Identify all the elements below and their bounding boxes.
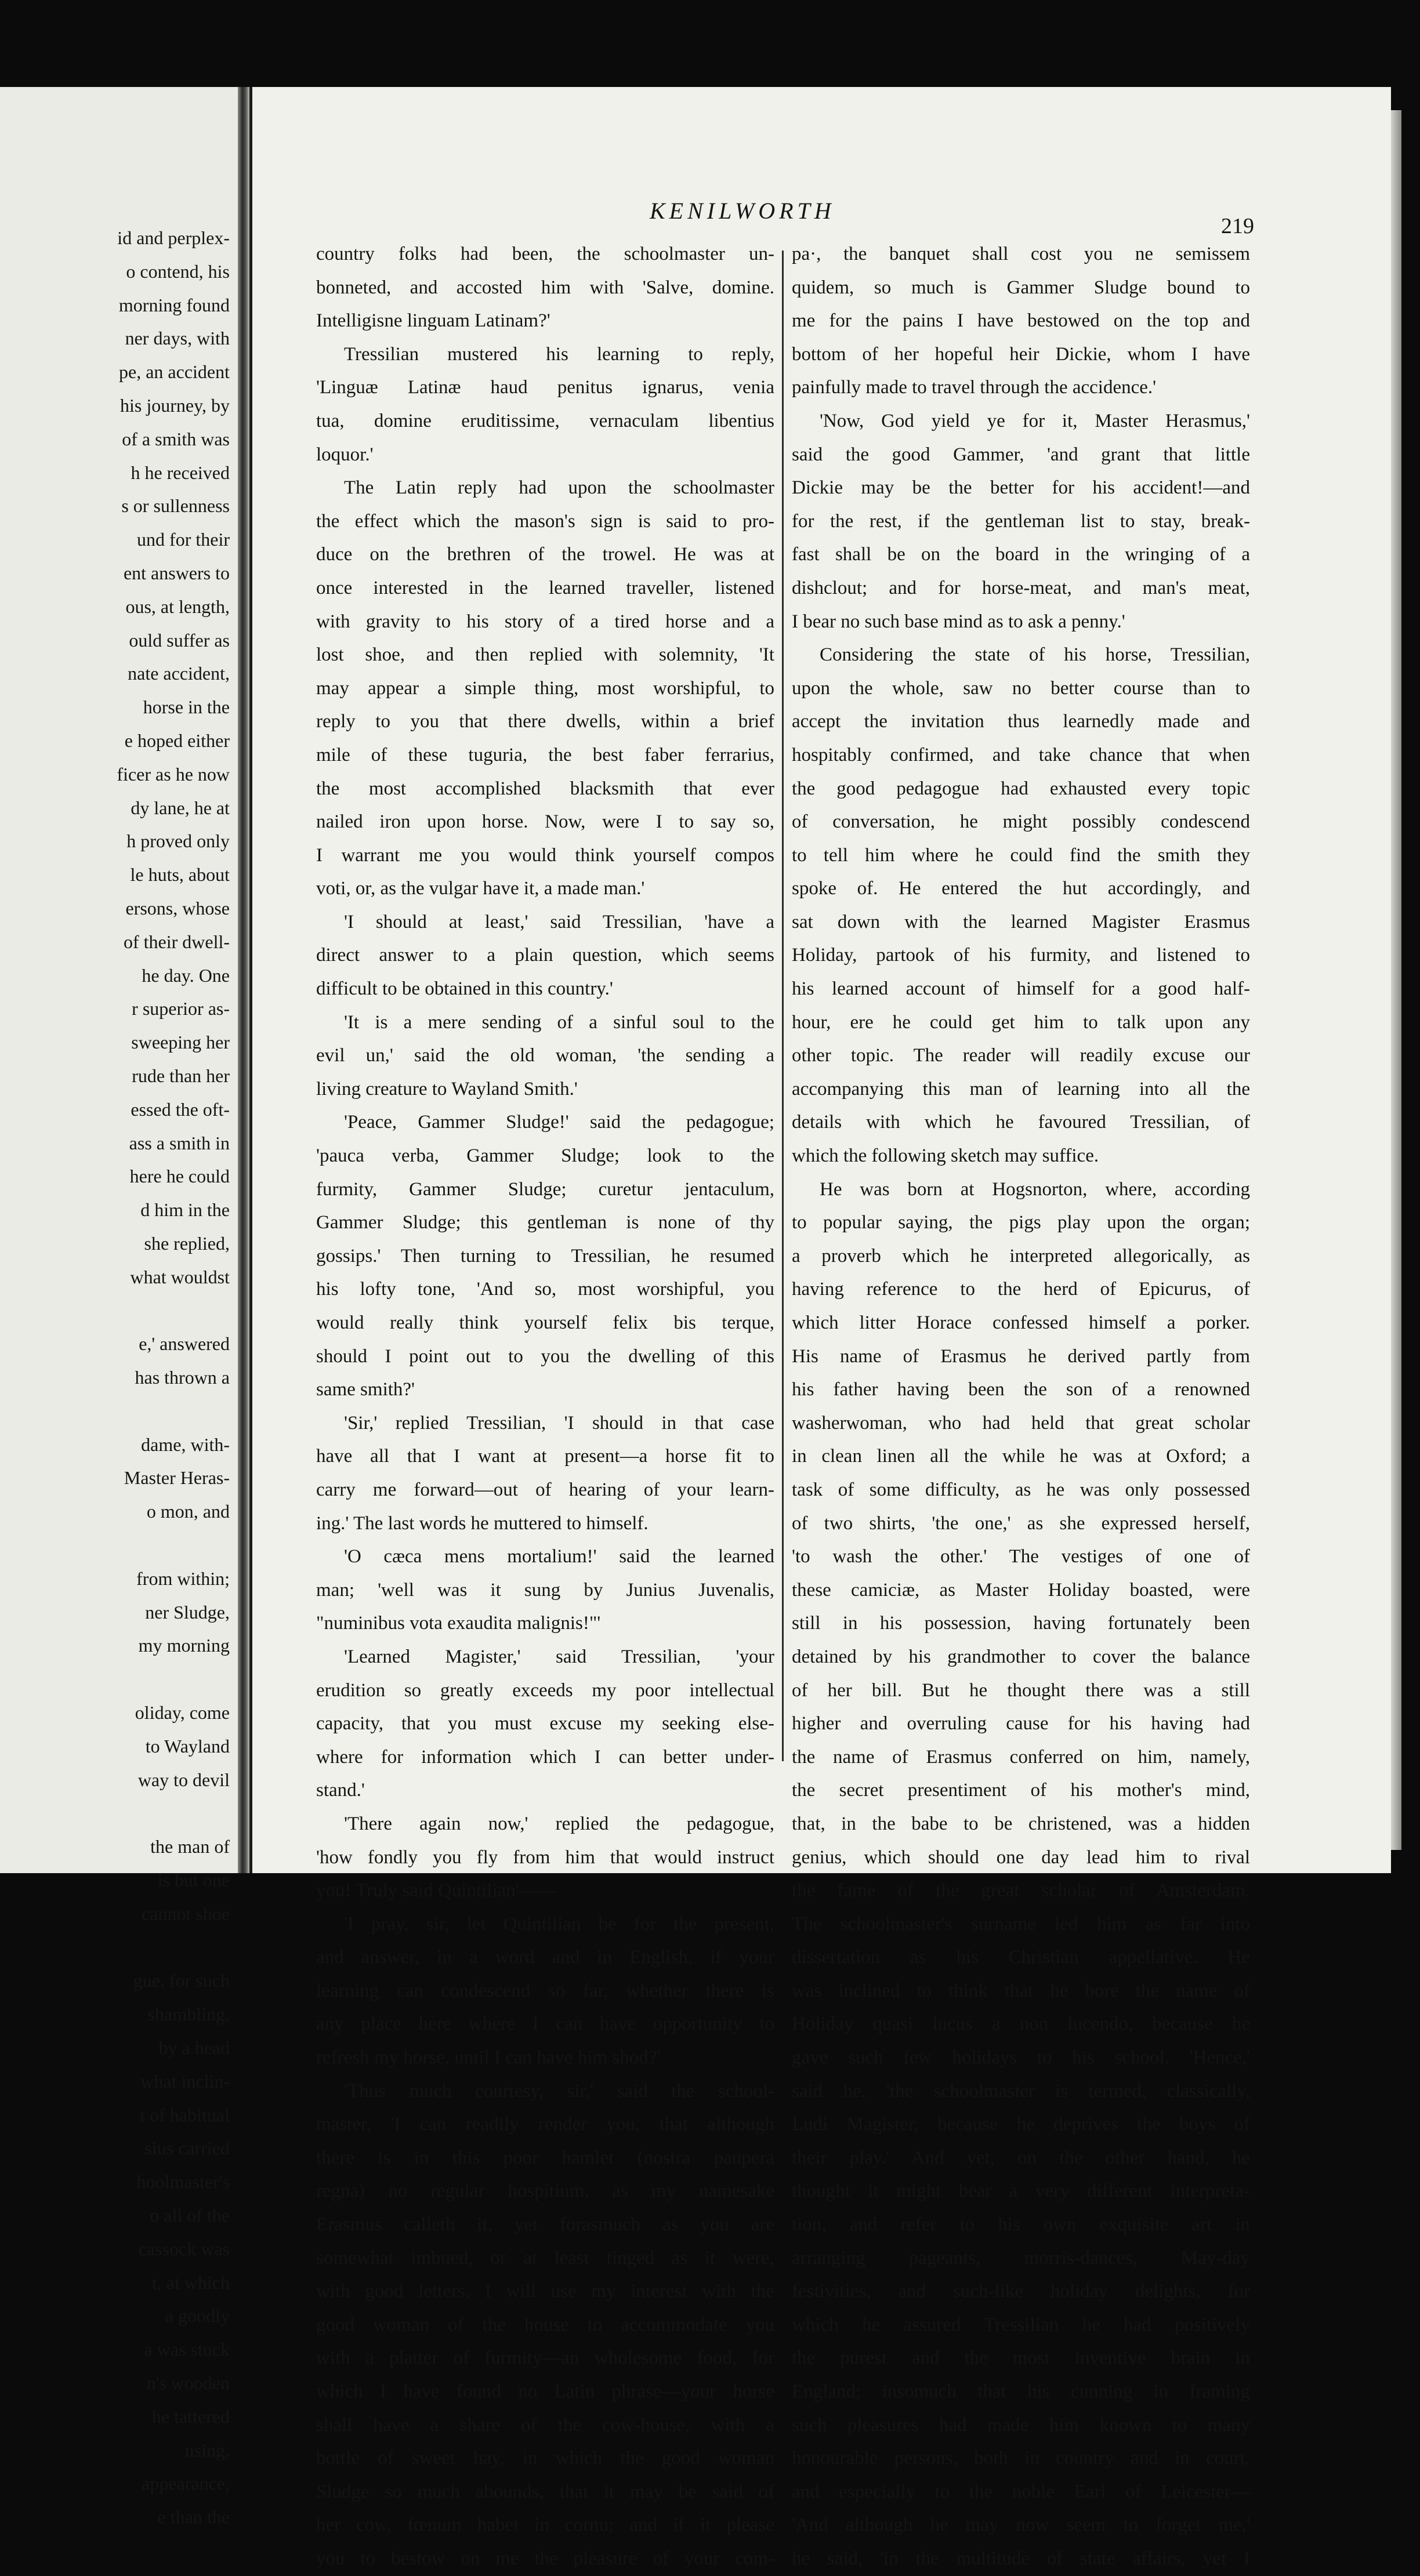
text-line: ing.' The last words he muttered to himself. (316, 1512, 649, 1534)
text-line: "numinibus vota exaudita malignis!"' (316, 1613, 601, 1634)
text-line: ent answers to (123, 562, 230, 583)
text-line: o contend, his (126, 260, 230, 282)
text-line: details with which he favoured Tressilian, of (792, 1112, 1250, 1133)
text-line: he day. One (142, 964, 230, 986)
text-line: and answer, in a word and in English, if your (316, 1947, 774, 1968)
text-line: of their dwell- (123, 931, 230, 952)
text-line: their play.' And yet, on the other hand, he (792, 2147, 1250, 2168)
text-line: ass a smith in (129, 1132, 230, 1153)
text-line: nailed iron upon horse. Now, were I to say so, (316, 811, 774, 833)
text-line: would really think yourself felix bis terque, (316, 1312, 774, 1333)
text-line: the purest and the most inventive brain in (792, 2348, 1250, 2369)
text-line: his learned account of himself for a good half- (792, 978, 1250, 1000)
text-line: e hoped either (124, 730, 230, 751)
text-line: Tressilian mustered his learning to reply, (344, 343, 774, 365)
text-line: quidem, so much is Gammer Sludge bound to (792, 277, 1250, 298)
text-line: in clean linen all the while he was at Oxford; a (792, 1446, 1250, 1467)
text-line: Erasmus calleth it, yet forasmuch as you are (316, 2214, 774, 2236)
text-line: and especially to the noble Earl of Leicester— (792, 2481, 1250, 2502)
text-line: arranging pageants, morris-dances, May-day (792, 2247, 1250, 2269)
text-line: lost shoe, and then replied with solemnity, 'It (316, 644, 774, 666)
text-line: ficer as he now (117, 763, 230, 785)
text-line: still in his possession, having fortunately been (792, 1613, 1250, 1634)
text-line: His name of Erasmus he derived partly from (792, 1345, 1250, 1367)
text-line (0, 1931, 230, 1965)
text-line: tua, domine eruditissime, vernaculam libentius (316, 410, 774, 431)
text-line: morning found (118, 294, 230, 315)
text-line: accept the invitation thus learnedly made and (792, 711, 1250, 732)
text-line: The Latin reply had upon the schoolmaster (344, 477, 774, 499)
text-line: such pleasures had made him known to many (792, 2414, 1250, 2436)
text-line: 'how fondly you fly from him that would instruct (316, 1846, 774, 1868)
text-line: hoolmaster's (136, 2171, 230, 2193)
text-line: n's wooden (146, 2372, 230, 2393)
text-line: 'There again now,' replied the pedagogue, (344, 1813, 774, 1834)
text-line: t, at which (151, 2272, 230, 2293)
text-line: sat down with the learned Magister Erasmus (792, 911, 1250, 933)
text-line: shall have a share of the cow-house, with a (316, 2414, 774, 2436)
text-line: sius carried (144, 2138, 230, 2159)
text-line: a was stuck (144, 2339, 230, 2360)
text-line: which litter Horace confessed himself a porker. (792, 1312, 1250, 1333)
text-line: master, 'I can readily render you, that although (316, 2114, 774, 2135)
text-line: horse in the (143, 696, 230, 718)
facing-page-text (0, 222, 230, 2534)
text-line: to Wayland (145, 1735, 230, 1757)
text-line: 'Peace, Gammer Sludge!' said the pedagogue; (344, 1112, 774, 1133)
text-line: country folks had been, the schoolmaster un- (316, 244, 774, 264)
text-line: reply to you that there dwells, within a brief (316, 711, 774, 732)
text-line: he tattered (151, 2406, 230, 2427)
text-line: of a smith was (122, 428, 230, 449)
text-line: 'to wash the other.' The vestiges of one of (792, 1546, 1250, 1568)
text-line: to tell him where he could find the smith they (792, 844, 1250, 866)
text-line: voti, or, as the vulgar have it, a made man.' (316, 878, 645, 899)
text-line: his father having been the son of a renowned (792, 1379, 1250, 1401)
text-line: tion, and refer to his own exquisite art in (792, 2214, 1250, 2236)
text-line: duce on the brethren of the trowel. He was at (316, 544, 774, 565)
text-line: 'It is a mere sending of a sinful soul to the (344, 1011, 774, 1033)
text-line: gave such few holidays to his school. 'Hence,' (792, 2047, 1250, 2069)
text-line: cassock was (138, 2238, 230, 2259)
text-line: dishclout; and for horse-meat, and man's meat, (792, 577, 1250, 598)
text-line: ner Sludge, (145, 1601, 230, 1623)
text-line: refresh my horse, until I can have him shod?' (316, 2047, 661, 2069)
text-line: essed the oft- (131, 1098, 230, 1120)
text-line: these camiciæ, as Master Holiday boasted, were (792, 1579, 1250, 1601)
text-line (0, 1797, 230, 1830)
text-line: from within; (136, 1568, 230, 1589)
text-line: Master Heras- (124, 1467, 230, 1489)
text-line: dy lane, he at (131, 797, 230, 818)
text-line: e,' answered (139, 1333, 230, 1355)
text-line: honourable persons, both in country and in court, (792, 2448, 1250, 2469)
text-line: which the following sketch may suffice. (792, 1145, 1099, 1167)
text-line: the good pedagogue had exhausted every topic (792, 778, 1250, 799)
text-line: pe, an accident (119, 361, 230, 383)
text-line: other topic. The reader will readily excuse our (792, 1045, 1250, 1066)
text-line: bonneted, and accosted him with 'Salve, domine. (316, 277, 774, 298)
text-line: using. (184, 2439, 230, 2461)
text-line: that, in the babe to be christened, was a hidden (792, 1813, 1250, 1834)
text-line: 'And although he may now seem to forget me,' (792, 2515, 1250, 2536)
text-line: Gammer Sludge; this gentleman is none of thy (316, 1212, 774, 1233)
text-line: Holiday, partook of his furmity, and listened to (792, 945, 1250, 966)
text-line: carry me forward—out of hearing of your learn- (316, 1479, 774, 1500)
text-line: pa·, the banquet shall cost you ne semissem (792, 244, 1250, 264)
text-line: any place here where I can have opportunity to (316, 2013, 774, 2035)
text-line: with a platter of furmity—an wholesome food, for (316, 2348, 774, 2369)
text-line: stand.' (316, 1780, 365, 1801)
text-line: 'Thus much courtesy, sir,' said the school- (344, 2080, 774, 2102)
text-line: Holiday quasi lucus a non lucendo, because he (792, 2013, 1250, 2035)
text-line: 'Sir,' replied Tressilian, 'I should in that case (344, 1412, 774, 1434)
text-line: h proved only (126, 830, 230, 852)
text-line: Sludge so much abounds, that it may be said of (316, 2481, 774, 2502)
text-line: of her bill. But he thought there was a still (792, 1679, 1250, 1701)
text-line: which I have found no Latin phrase—your horse (316, 2381, 774, 2402)
text-line: id and perplex- (117, 227, 230, 248)
text-line: le huts, about (130, 864, 230, 886)
text-line: a goodly (165, 2305, 230, 2327)
text-line: 'Learned Magister,' said Tressilian, 'your (344, 1646, 774, 1667)
text-line: same smith?' (316, 1379, 415, 1401)
text-column-2 (792, 238, 1250, 2576)
text-line: r superior as- (132, 998, 230, 1019)
text-line: ous, at length, (125, 596, 230, 617)
text-line: he said, 'in the multitude of state affairs, yet I (792, 2548, 1250, 2569)
text-line: regna) no regular hospitium, as my namesake (316, 2180, 774, 2202)
text-line: sweeping her (131, 1032, 230, 1053)
text-line: bottle of sweet hay, in which the good woman (316, 2448, 774, 2469)
text-line: ersons, whose (125, 897, 230, 919)
text-line: o all of the (150, 2205, 230, 2226)
page-fold-shadow (249, 87, 252, 1873)
text-line: I bear no such base mind as to ask a penny.' (792, 611, 1125, 632)
text-line: washerwoman, who had held that great scholar (792, 1412, 1250, 1434)
text-line: what inclin- (140, 2070, 230, 2092)
text-line: Dickie may be the better for his accident!—and (792, 477, 1250, 499)
text-line: The schoolmaster's surname led him as far into (792, 1913, 1250, 1935)
text-line: d him in the (140, 1199, 230, 1221)
text-line: und for their (137, 529, 230, 550)
text-line: spoke of. He entered the hut accordingly, and (792, 878, 1250, 899)
text-line: should I point out to you the dwelling of this (316, 1345, 774, 1367)
text-line: of two shirts, 'the one,' as she expressed herself, (792, 1512, 1250, 1534)
text-line: accompanying this man of learning into all the (792, 1078, 1250, 1100)
text-line: erudition so greatly exceeds my poor intellectual (316, 1679, 774, 1701)
text-line (0, 1663, 230, 1696)
text-line: shambling, (147, 2004, 230, 2025)
facing-page-left (0, 87, 238, 2528)
text-line: has thrown a (135, 1367, 230, 1388)
text-line: somewhat imbued, or at least tinged as it were, (316, 2247, 774, 2269)
text-line: me for the pains I have bestowed on the top and (792, 310, 1250, 332)
text-line: 'I should at least,' said Tressilian, 'have a (344, 911, 774, 933)
text-line: may appear a simple thing, most worshipful, to (316, 677, 774, 699)
text-line: to popular saying, the pigs play upon the organ; (792, 1212, 1250, 1233)
text-line: of conversation, he might possibly condescend (792, 811, 1250, 833)
text-line: hospitably confirmed, and take chance that when (792, 744, 1250, 765)
text-line: furmity, Gammer Sludge; curetur jentaculum, (316, 1178, 774, 1200)
text-line: with good letters, I will use my interest with the (316, 2281, 774, 2302)
text-line: t of habitual (140, 2104, 230, 2125)
text-line: upon the whole, saw no better course than to (792, 677, 1250, 699)
text-line: is but one (157, 1870, 230, 1891)
text-line: capacity, that you must excuse my seeking else- (316, 1713, 774, 1735)
text-line: Intelligisne linguam Latinam?' (316, 310, 550, 332)
text-line: nate accident, (128, 663, 230, 684)
text-line: here he could (129, 1166, 230, 1187)
text-line: ould suffer as (129, 629, 230, 651)
text-line: there is in this poor hamlet (nostra paupera (316, 2147, 774, 2168)
text-line: learning can condescend so far, whether there is (316, 1980, 774, 2001)
text-line: 'Linguæ Latinæ haud penitus ignarus, venia (316, 377, 774, 398)
text-line: the secret presentiment of his mother's mind, (792, 1780, 1250, 1801)
text-line: ner days, with (125, 328, 230, 349)
text-line: higher and overruling cause for his having had (792, 1713, 1250, 1735)
text-line (0, 1294, 230, 1328)
text-line: bottom of her hopeful heir Dickie, whom I have (792, 343, 1250, 365)
text-line: Ludi Magister, because he deprives the boys of (792, 2114, 1250, 2135)
text-line: having reference to the herd of Epicurus, of (792, 1279, 1250, 1300)
text-line: 'Now, God yield ye for it, Master Herasmus,' (820, 410, 1250, 431)
text-line: loquor.' (316, 444, 374, 465)
text-line: my morning (138, 1635, 230, 1656)
text-line: rude than her (132, 1065, 230, 1086)
text-line: oliday, come (135, 1702, 230, 1724)
text-line: the name of Erasmus conferred on him, namely, (792, 1746, 1250, 1768)
column-divider (782, 251, 784, 1761)
text-line (0, 1395, 230, 1428)
text-line: h he received (131, 462, 230, 483)
text-line: I warrant me you would think yourself compos (316, 844, 774, 866)
text-line: the man of (150, 1836, 230, 1857)
text-line: painfully made to travel through the accidence.' (792, 377, 1157, 398)
text-line: difficult to be obtained in this country.' (316, 978, 613, 1000)
text-line: o mon, and (146, 1501, 230, 1522)
text-line: 'I pray, sir, let Quintilian be for the present, (344, 1913, 774, 1935)
text-line: good woman of the house to accommodate you (316, 2314, 774, 2335)
text-line: a proverb which he interpreted allegorically, as (792, 1245, 1250, 1267)
text-line: He was born at Hogsnorton, where, according (820, 1178, 1250, 1200)
book-gutter (238, 87, 249, 1873)
text-line: once interested in the learned traveller, listened (316, 577, 774, 598)
text-line: festivities, and such-like holiday delights, for (792, 2281, 1250, 2302)
text-line: she replied, (144, 1232, 230, 1254)
text-line: dame, with- (141, 1434, 230, 1455)
text-line: her cow, fœnum habet in cornu; and if it please (316, 2515, 774, 2536)
text-line: was inclined to think that he bore the name of (792, 1980, 1250, 2001)
text-line (0, 1529, 230, 1562)
text-line: gossips.' Then turning to Tressilian, he resumed (316, 1245, 774, 1267)
text-line: 'O cæca mens mortalium!' said the learned (344, 1546, 774, 1568)
text-line: s or sullenness (121, 495, 230, 517)
text-line: the effect which the mason's sign is said to pro- (316, 510, 774, 532)
page-edge-shadow (1391, 110, 1401, 1850)
text-line: said he, 'the schoolmaster is termed, classically, (792, 2080, 1250, 2102)
text-line: you to bestow on me the pleasure of your com- (316, 2548, 774, 2569)
text-line: Considering the state of his horse, Tressilian, (820, 644, 1250, 666)
text-line: living creature to Wayland Smith.' (316, 1078, 578, 1100)
text-line: task of some difficulty, as he was only possessed (792, 1479, 1250, 1500)
text-line: the fame of the great scholar of Amsterdam. (792, 1880, 1250, 1902)
text-line: his journey, by (119, 394, 230, 416)
text-line: way to devil (137, 1769, 230, 1790)
text-line: fast shall be on the board in the wringing of a (792, 544, 1250, 565)
text-line: hour, ere he could get him to talk upon any (792, 1011, 1250, 1033)
text-line: which he assured Tressilian he had positively (792, 2314, 1250, 2335)
text-line: evil un,' said the old woman, 'the sending a (316, 1045, 774, 1066)
text-line: you! Truly said Quintilian'—— (316, 1880, 557, 1902)
text-line: detained by his grandmother to cover the balance (792, 1646, 1250, 1667)
text-line: genius, which should one day lead him to rival (792, 1846, 1250, 1868)
running-head: KENILWORTH (650, 198, 835, 224)
text-line: dissertation as his Christian appellative. He (792, 1947, 1250, 1968)
text-line: what wouldst (130, 1266, 230, 1287)
text-line: man; 'well was it sung by Junius Juvenalis, (316, 1579, 774, 1601)
text-line: have all that I want at present—a horse fit to (316, 1446, 774, 1467)
text-line: England; insomuch that his cunning in framing (792, 2381, 1250, 2402)
text-line: with gravity to his story of a tired horse and a (316, 611, 774, 632)
page-number: 219 (1221, 214, 1254, 238)
text-column-1 (316, 238, 774, 2576)
text-line: by a head (158, 2037, 230, 2059)
text-line: his lofty tone, 'And so, most worshipful, you (316, 1279, 774, 1300)
text-line: gue, for such (133, 1970, 230, 1991)
text-line: mile of these tuguria, the best faber ferrarius, (316, 744, 774, 765)
text-line: said the good Gammer, 'and grant that little (792, 444, 1250, 465)
text-line: the most accomplished blacksmith that ever (316, 778, 774, 799)
text-line: e than the (157, 2506, 230, 2528)
text-line: thought it might bear a very different interpreta- (792, 2180, 1250, 2202)
text-line: appearance, (142, 2473, 230, 2494)
text-line: for the rest, if the gentleman list to stay, break- (792, 510, 1250, 532)
text-line: cannot shoe (142, 1903, 230, 1924)
text-line: direct answer to a plain question, which seems (316, 945, 774, 966)
text-line: 'pauca verba, Gammer Sludge; look to the (316, 1145, 774, 1167)
text-line: where for information which I can better under- (316, 1746, 774, 1768)
